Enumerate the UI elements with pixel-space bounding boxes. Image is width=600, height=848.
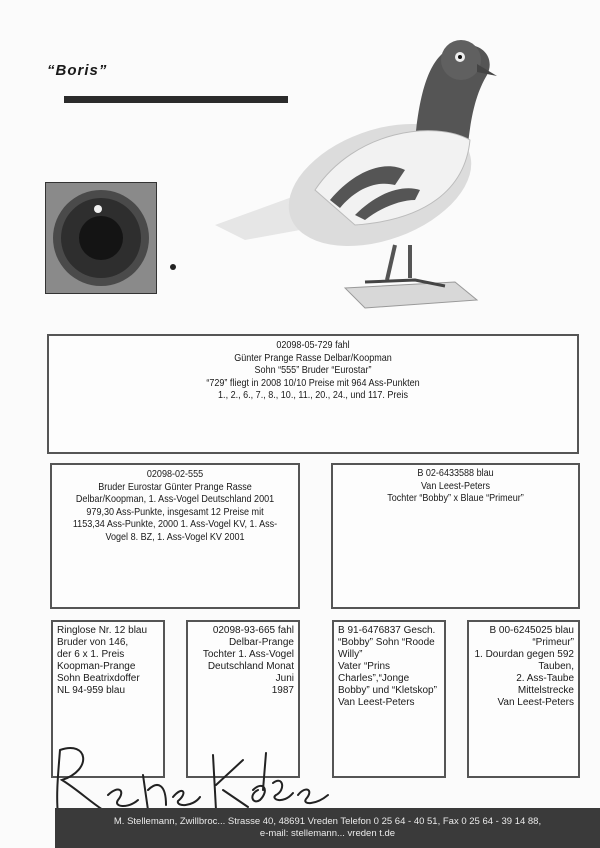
footer-email: e-mail: stellemann... vreden t.de [259, 828, 396, 839]
main-prizes-line: 1., 2., 6., 7., 8., 10., 11., 20., 24., und 117. Preis [218, 389, 408, 401]
dam-box [331, 463, 580, 609]
grandsire-maternal-box [332, 620, 446, 778]
main-pigeon-box [47, 334, 579, 454]
footer-bar [55, 808, 600, 848]
dam-pedigree: Tochter “Bobby” x Blaue “Primeur” [387, 492, 524, 504]
pigeon-photo [205, 20, 505, 315]
dot-mark [170, 264, 176, 270]
main-pedigree-line: Sohn “555” Bruder “Eurostar” [254, 364, 372, 376]
pigeon-name-title: “Boris” [47, 62, 108, 79]
grandsire-paternal-text: Ringlose Nr. 12 blau Bruder von 146, der 6 x 1. Preis Koopman-Prange Sohn Beatrixdoffer NL 94-959 blau [57, 625, 148, 696]
sire-description: Bruder Eurostar Günter Prange Rasse Delbar/Koopman, 1. Ass-Vogel Deutschland 2001 979,30 Ass-Punkte, insgesamt 12 Preise mit 1153,34 Ass-Punkte, 2000 1. Ass-Vogel KV, 1. Ass-Vogel 8. BZ, 1. Ass-Vogel KV 2001 [72, 480, 278, 543]
grandsire-maternal-text: B 91-6476837 Gesch. “Bobby” Sohn “Roode Willy” Vater “Prins Charles”,“Jonge Bobby” und “Kletskop” Van Leest-Peters [338, 625, 437, 708]
granddam-maternal-box [467, 620, 580, 778]
dam-breeder: Van Leest-Peters [420, 479, 491, 492]
main-result-line: “729” fliegt in 2008 10/10 Preise mit 964 Ass-Punkten [206, 376, 420, 389]
main-ring-line: 02098-05-729 fahl [276, 339, 350, 351]
granddam-maternal-text: B 00-6245025 blau “Primeur” 1. Dourdan gegen 592 Tauben, 2. Ass-Taube Mittelstrecke Van Leest-Peters [474, 625, 574, 708]
main-breeder-line: Günter Prange Rasse Delbar/Koopman [234, 351, 392, 364]
granddam-paternal-text: 02098-93-665 fahl Delbar-Prange Tochter 1. Ass-Vogel Deutschland Monat Juni 1987 [202, 625, 294, 696]
sire-ring: 02098-02-555 [146, 468, 204, 480]
eye-photo [45, 182, 157, 294]
dam-ring: B 02-6433588 blau [417, 467, 494, 479]
footer-address: M. Stellemann, Zwillbroc... Strasse 40, 48691 Vreden Telefon 0 25 64 - 40 51, Fax 0 25 64 - 39 14 88, [113, 816, 542, 827]
sire-box [50, 463, 300, 609]
